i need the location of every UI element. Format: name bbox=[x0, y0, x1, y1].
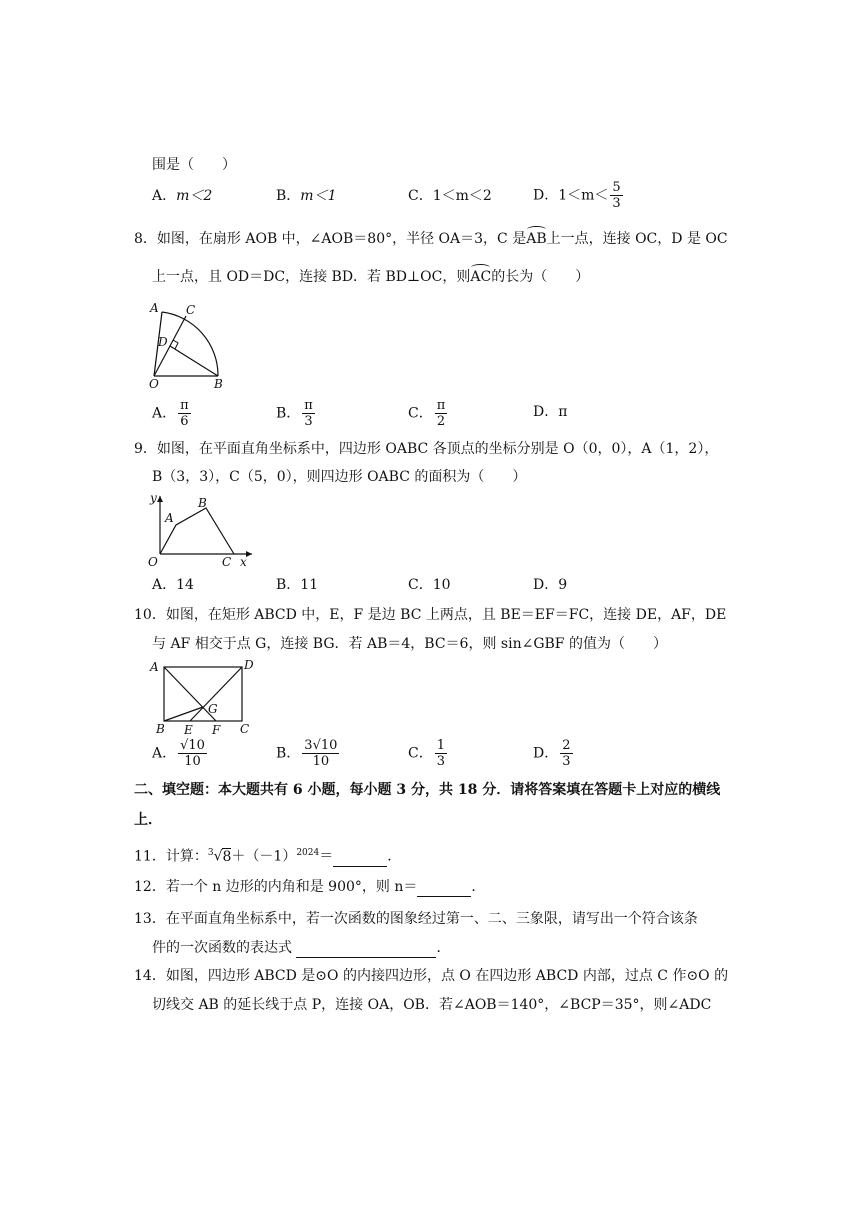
fig-label: F bbox=[212, 723, 221, 737]
q8-stem-line2: 上一点，且 OD＝DC，连接 BD．若 BD⊥OC，则AC的长为（ ） bbox=[152, 269, 590, 285]
fig-label: B bbox=[156, 722, 165, 736]
q9-coordinate-figure bbox=[140, 490, 260, 570]
q10-option-d[interactable]: D． $\frac{2}{3}$ bbox=[533, 738, 571, 769]
fig-label: C bbox=[186, 303, 196, 317]
root-index: 3 bbox=[207, 848, 214, 858]
option-text: 1＜m＜ bbox=[558, 187, 609, 204]
fraction: $\frac{√10}{10}$ bbox=[180, 738, 205, 769]
option-label: D． bbox=[533, 187, 559, 204]
option-label: C． bbox=[408, 188, 433, 204]
q10-stem-line1: 10．如图，在矩形 ABCD 中，E，F 是边 BC 上两点，且 BE＝EF＝FC，连接 DE，AF，DE bbox=[134, 607, 727, 623]
fraction: $\frac{2}{3}$ bbox=[562, 738, 571, 769]
q10-rectangle-figure bbox=[140, 655, 270, 739]
option-text: 1＜m＜2 bbox=[432, 188, 492, 204]
fig-label: E bbox=[184, 723, 193, 737]
option-label: B． bbox=[276, 188, 301, 204]
q7-option-c[interactable] bbox=[408, 186, 492, 206]
fig-label: A bbox=[150, 660, 159, 674]
fraction: $\frac{1}{3}$ bbox=[436, 738, 445, 769]
section-heading-line2: 上． bbox=[134, 812, 162, 828]
fig-label: C bbox=[240, 722, 250, 736]
q7-option-d[interactable] bbox=[533, 180, 625, 211]
fraction: $\frac{\pi}{6}$ bbox=[180, 398, 189, 429]
arc-ab: AB bbox=[526, 231, 547, 247]
q7-option-b[interactable] bbox=[276, 186, 336, 206]
q11-stem: 11．计算：$^3√8+(-1)^{2024}=$ ． bbox=[134, 848, 402, 865]
fig-label: x bbox=[240, 555, 247, 569]
q8-option-a[interactable]: A． $\frac{\pi}{6}$ bbox=[152, 398, 189, 429]
fraction: $\frac{\pi}{3}$ bbox=[304, 398, 313, 429]
q8-option-d[interactable]: D．π bbox=[533, 404, 568, 420]
fraction: $\frac{\pi}{2}$ bbox=[436, 398, 446, 429]
q9-stem-line1: 9．如图，在平面直角坐标系中，四边形 OABC 各顶点的坐标分别是 O（0，0），A（1，2）， bbox=[134, 441, 719, 457]
q10-option-b[interactable]: B． $\frac{3√10}{10}$ bbox=[276, 738, 338, 769]
q8-stem-line1: 8．如图，在扇形 AOB 中，∠AOB＝80°，半径 OA＝3，C 是AB上一点，连接 OC，D 是 OC bbox=[134, 231, 728, 247]
option-text: m＜2 bbox=[176, 188, 213, 204]
fig-label: D bbox=[244, 658, 254, 672]
option-label: A． bbox=[152, 188, 177, 204]
q10-option-c[interactable]: C． $\frac{1}{3}$ bbox=[408, 738, 445, 769]
answer-blank[interactable] bbox=[296, 943, 436, 958]
fig-label: y bbox=[150, 491, 157, 505]
answer-blank[interactable] bbox=[333, 852, 387, 867]
arc-ac: AC bbox=[470, 269, 492, 285]
q10-stem-line2: 与 AF 相交于点 G，连接 BG．若 AB＝4，BC＝6，则 sin∠GBF 的值为（ ） bbox=[152, 636, 667, 652]
q14-stem-line1: 14．如图，四边形 ABCD 是⊙O 的内接四边形，点 O 在四边形 ABCD 内部，过点 C 作⊙O 的 bbox=[134, 968, 729, 984]
q8-option-c[interactable]: C． $\frac{\pi}{2}$ bbox=[408, 398, 446, 429]
q13-stem-line2: 件的一次函数的表达式 ． bbox=[152, 940, 451, 956]
q9-option-d[interactable]: D．9 bbox=[533, 577, 568, 593]
answer-blank[interactable] bbox=[417, 882, 471, 897]
fig-label: G bbox=[208, 702, 218, 716]
fig-label: D bbox=[158, 335, 168, 349]
q8-sector-figure bbox=[140, 298, 240, 390]
fig-label: A bbox=[150, 301, 159, 315]
fig-label: B bbox=[214, 377, 223, 390]
option-text: m＜1 bbox=[300, 188, 337, 204]
section-heading-line1: 二、填空题：本大题共有 6 小题，每小题 3 分，共 18 分．请将答案填在答题卡上对应的横线 bbox=[134, 782, 721, 798]
fig-label: B bbox=[198, 496, 207, 510]
q9-option-b[interactable]: B．11 bbox=[276, 577, 319, 593]
q9-option-a[interactable]: A．14 bbox=[152, 577, 194, 593]
q9-stem-line2: B（3，3），C（5，0），则四边形 OABC 的面积为（ ） bbox=[152, 469, 527, 485]
fig-label: A bbox=[165, 511, 174, 525]
q8-option-b[interactable]: B． $\frac{\pi}{3}$ bbox=[276, 398, 313, 429]
fig-label: O bbox=[148, 555, 158, 569]
exponent: 2024 bbox=[296, 848, 320, 858]
q7-option-a[interactable] bbox=[152, 186, 212, 206]
q7-stem-tail: 围是（ ） bbox=[152, 157, 236, 173]
q13-stem-line1: 13．在平面直角坐标系中，若一次函数的图象经过第一、二、三象限，请写出一个符合该条 bbox=[134, 911, 698, 927]
fraction: $\frac{3√10}{10}$ bbox=[304, 738, 338, 769]
cube-root: √8 bbox=[213, 848, 232, 865]
q9-option-c[interactable]: C．10 bbox=[408, 577, 451, 593]
fig-label: C bbox=[222, 555, 232, 569]
q12-stem: 12．若一个 n 边形的内角和是 900°，则 n＝ ． bbox=[134, 879, 486, 895]
q10-option-a[interactable]: A． $\frac{√10}{10}$ bbox=[152, 738, 205, 769]
q14-stem-line2: 切线交 AB 的延长线于点 P，连接 OA，OB．若∠AOB＝140°，∠BCP＝35°，则∠ADC bbox=[152, 997, 712, 1013]
fig-label: O bbox=[149, 377, 159, 390]
fraction: $\frac{5}{3}$ bbox=[612, 180, 621, 211]
